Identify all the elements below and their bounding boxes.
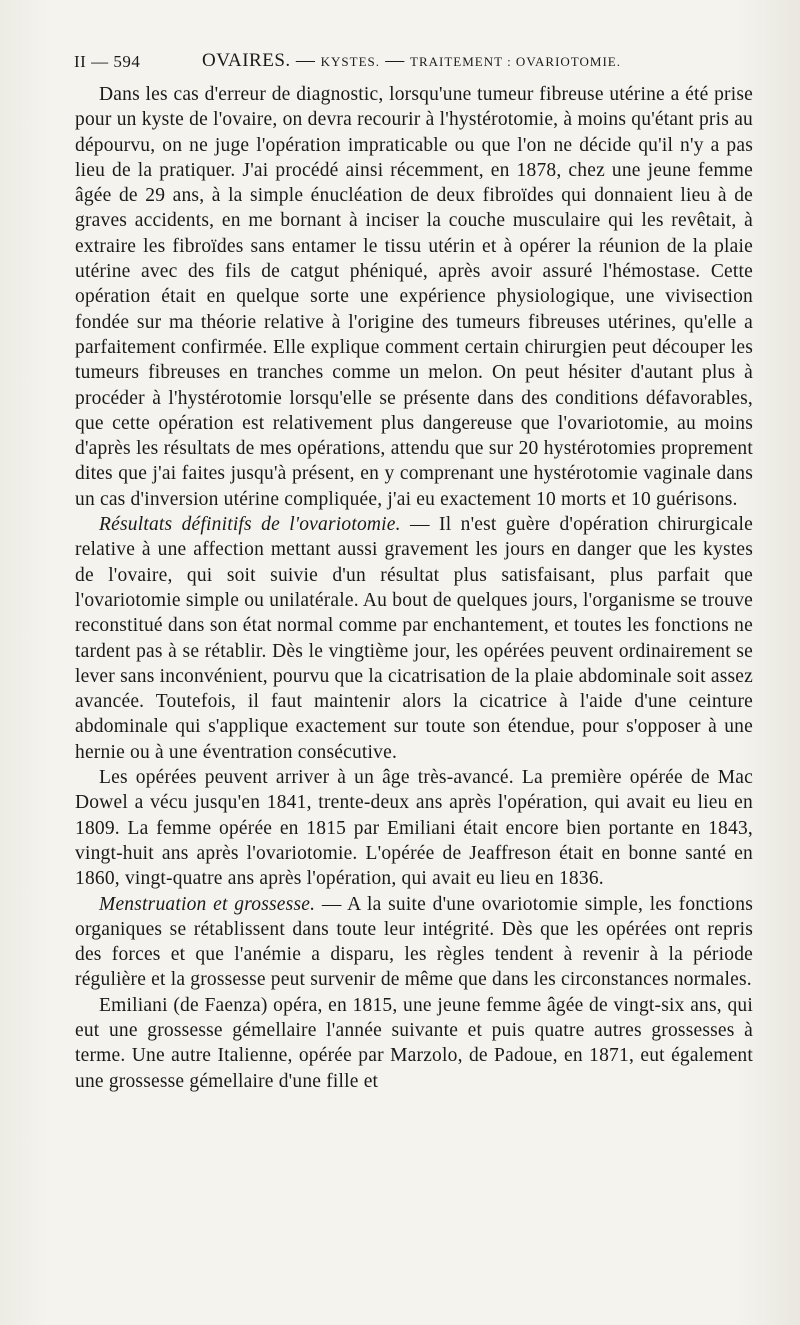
paragraph-lead-heading: Résultats définitifs de l'ovariotomie. [99,514,401,536]
paragraph-hysterotomy [75,82,753,512]
paragraph-text: Les opérées peuvent arriver à un âge très-avancé. La première opérée de Mac Dowel a vécu jusqu'en 1841, trente-deux ans après l'opération, qui avait eu lieu en 1809. La femme opérée en 1815 par Emiliani était encore bien portante en 1843, vingt-huit ans après l'ovariotomie. L'opérée de Jeaffreson était en bonne santé en 1860, vingt-quatre ans après l'opération, qui avait eu lieu en 1836. [75,767,753,890]
paragraph-menstruation [75,892,753,993]
running-title-main: OVAIRES. [202,50,291,71]
running-title-dash-1: — [290,50,321,71]
paragraph-emiliani [75,993,753,1094]
paragraph-longevity [75,765,753,891]
running-title-section: KYSTES. [320,54,381,69]
running-title [202,50,621,72]
running-title-subsection: TRAITEMENT : OVARIOTOMIE. [410,54,621,69]
page-number: II — 594 [74,52,141,71]
body-text [75,82,753,1094]
paragraph-lead-heading: Menstruation et grossesse. [99,893,316,915]
paragraph-definitive-results [75,512,753,765]
running-head [74,50,774,76]
paragraph-text: Dans les cas d'erreur de diagnostic, lorsqu'une tumeur fibreuse utérine a été prise pour un kyste de l'ovaire, on devra recourir à l'hystérotomie, à moins qu'étant pris au dépourvu, on ne juge l'opération impraticable ou que l'on ne décide qu'il n'y a pas lieu de la pratiquer. J'ai procédé ainsi récemment, en 1878, chez une jeune femme âgée de 29 ans, à la simple énucléation de deux fibroïdes qui donnaient lieu à de graves accidents, en me bornant à inciser la couche musculaire qui les revêtait, à extraire les fibroïdes sans entamer le tissu utérin et à opérer la réunion de la plaie utérine avec des fils de catgut phéniqué, après avoir assuré l'hémostase. Cette opération était en quelque sorte une expérience physiologique, une vivisection fondée sur ma théorie relative à l'origine des tumeurs fibreuses utérines, qu'elle a parfaitement confirmée. Elle explique comment certain chirurgien peut découper les tumeurs fibreuses en tranches comme un melon. On peut hésiter d'autant plus à procéder à l'hystérotomie lorsqu'elle se présente dans des conditions défavorables, que cette opération est relativement plus dangereuse que l'ovariotomie, au moins d'après les résultats de mes opérations, attendu que sur 20 hystérotomies proprement dites que j'ai faites jusqu'à présent, en y comprenant une hystérotomie vaginale dans un cas d'inversion utérine compliquée, j'ai eu exactement 10 morts et 10 guérisons. [75,84,753,510]
running-title-dash-2: — [380,50,411,71]
paragraph-text: Emiliani (de Faenza) opéra, en 1815, une jeune femme âgée de vingt-six ans, qui eut une grossesse gémellaire l'année suivante et puis quatre autres grossesses à terme. Une autre Italienne, opérée par Marzolo, de Padoue, en 1871, eut également une grossesse gémellaire d'une fille et [75,994,753,1092]
paragraph-text: — A la suite d'une ovariotomie simple, les fonctions organiques se rétablissent dans toute leur intégrité. Dès que les opérées ont repris des forces et que l'anémie a disparu, les règles tendent à revenir à la période régulière et la grossesse peut survenir de même que dans les circonstances normales. [75,893,753,991]
paragraph-text: — Il n'est guère d'opération chirurgicale relative à une affection mettant aussi gravement les jours en danger que les kystes de l'ovaire, qui soit suivie d'un résultat plus satisfaisant, plus parfait que l'ovariotomie simple ou unilatérale. Au bout de quelques jours, l'organisme se trouve reconstitué dans son état normal comme par enchantement, et toutes les fonctions ne tardent pas à se rétablir. Dès le vingtième jour, les opérées peuvent ordinairement se lever sans inconvénient, pourvu que la cicatrisation de la plaie abdominale soit assez avancée. Toutefois, il faut maintenir alors la cicatrice à l'aide d'une ceinture abdominale qui s'applique exactement sur toute son étendue, pour s'opposer à une hernie ou à une éventration consécutive. [75,514,753,763]
